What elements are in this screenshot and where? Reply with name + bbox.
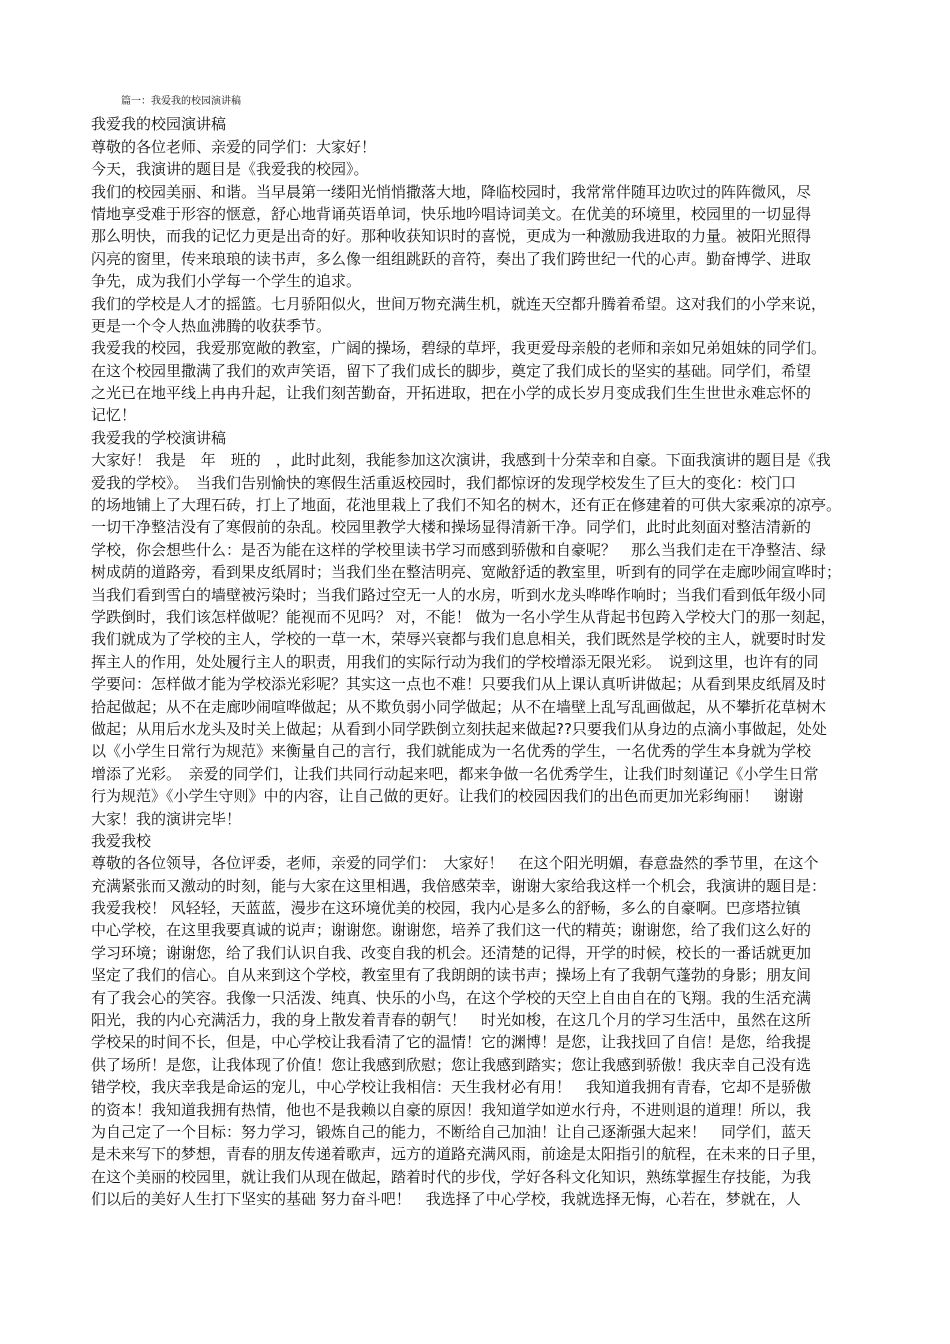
text-line: 行为规范》《小学生守则》中的内容，让自己做的更好。让我们的校园因我们的出色而更加光彩绚丽！ 谢谢 <box>91 787 804 806</box>
text-line: 们以后的美好人生打下坚实的基础 努力奋斗吧！ 我选择了中心学校，我就选择无悔，心若在，梦就在，人 <box>91 1190 801 1209</box>
text-line: 供了场所！是您，让我体现了价值！您让我感到欣慰；您让我感到踏实；您让我感到骄傲！我庆幸自己没有选 <box>91 1055 812 1074</box>
text-line: 我们的学校是人才的摇篮。七月骄阳似火，世间万物充满生机，就连天空都升腾着希望。这对我们的小学来说， <box>91 294 827 313</box>
text-line: 学校，你会想些什么：是否为能在这样的学校里读书学习而感到骄傲和自豪呢？ 那么当我们走在干净整洁、绿 <box>91 540 827 559</box>
text-line: 以《小学生日常行为规范》来衡量自己的言行，我们就能成为一名优秀的学生，一名优秀的学生本身就为学校 <box>91 742 812 761</box>
text-line: 为自己定了一个目标：努力学习，锻炼自己的能力，不断给自己加油！让自己逐渐强大起来！ 同学们，蓝天 <box>91 1122 812 1141</box>
text-line: 充满紧张而又激动的时刻，能与大家在这里相遇，我倍感荣幸，谢谢大家给我这样一个机会，我演讲的题目是： <box>91 876 827 895</box>
text-line: 中心学校，在这里我要真诚的说声；谢谢您。谢谢您，培养了我们这一代的精英；谢谢您，给了我们这么好的 <box>91 921 812 940</box>
text-line: 今天，我演讲的题目是《我爱我的校园》。 <box>91 160 369 179</box>
text-line: 在这个校园里撒满了我们的欢声笑语，留下了我们成长的脚步，奠定了我们成长的坚实的基础。同学们，希望 <box>91 361 812 380</box>
text-line: 我爱我的校园演讲稿 <box>91 115 227 134</box>
text-line: 增添了光彩。 亲爱的同学们，让我们共同行动起来吧，都来争做一名优秀学生，让我们时刻谨记《小学生日常 <box>91 764 819 783</box>
text-line: 学跌倒时，我们该怎样做呢？能视而不见吗？ 对，不能！ 做为一名小学生从背起书包跨入学校大门的那一刻起， <box>91 607 836 626</box>
text-line: 大家好！ 我是 年 班的 ，此时此刻，我能参加这次演讲，我感到十分荣幸和自豪。下面我演讲的题目是《我 <box>91 451 831 470</box>
text-line: 挥主人的作用，处处履行主人的职责，用我们的实际行动为我们的学校增添无限光彩。 说到这里，也许有的同 <box>91 652 819 671</box>
text-line: 那么明快，而我的记忆力更是出奇的好。那种收获知识时的喜悦，更成为一种激励我进取的力量。被阳光照得 <box>91 227 812 246</box>
text-line: 闪亮的窗里，传来琅琅的读书声，多么像一组组跳跃的音符，奏出了我们跨世纪一代的心声。勤奋博学、进取 <box>91 249 812 268</box>
text-line: 记忆！ <box>91 406 137 425</box>
text-line: 情地享受难于形容的惬意，舒心地背诵英语单词，快乐地吟唱诗词美文。在优美的环境里，校园里的一切显得 <box>91 204 812 223</box>
text-line: 的场地铺上了大理石砖，打上了地面，花池里栽上了我们不知名的树木，还有正在修建着的可供大家乘凉的凉亭。 <box>91 496 842 515</box>
text-line: 我爱我校 <box>91 831 152 850</box>
document-title: 篇一：我爱我的校园演讲稿 <box>121 96 241 107</box>
text-line: 一切干净整洁没有了寒假前的杂乱。校园里教学大楼和操场显得清新干净。同学们，此时此刻面对整洁清新的 <box>91 518 812 537</box>
text-line: 坚定了我们的信心。自从来到这个学校，教室里有了我朗朗的读书声；操场上有了我朝气蓬勃的身影；朋友间 <box>91 966 812 985</box>
document-body <box>91 91 874 1211</box>
text-line: 我们就成为了学校的主人，学校的一草一木，荣辱兴衰都与我们息息相关，我们既然是学校的主人，就要时时发 <box>91 630 827 649</box>
text-line: 尊敬的各位领导，各位评委，老师，亲爱的同学们： 大家好！ 在这个阳光明媚，春意盎然的季节里，在这个 <box>91 854 819 873</box>
text-line: 我爱我的校园，我爱那宽敞的教室，广阔的操场，碧绿的草坪，我更爱母亲般的老师和亲如兄弟姐妹的同学们。 <box>91 339 827 358</box>
text-line: 我爱我校！ 风轻轻，天蓝蓝，漫步在这环境优美的校园，我内心是多么的舒畅，多么的自豪啊。巴彦塔拉镇 <box>91 899 801 918</box>
text-line: 当我们看到雪白的墙壁被污染时；当我们路过空无一人的水房，听到水龙头哗哗作响时；当我们看到低年级小同 <box>91 585 827 604</box>
text-line: 大家！我的演讲完毕！ <box>91 809 242 828</box>
text-line: 尊敬的各位老师、亲爱的同学们：大家好！ <box>91 137 377 156</box>
text-line: 错学校，我庆幸我是命运的宠儿，中心学校让我相信：天生我材必有用！ 我知道我拥有青春，它却不是骄傲 <box>91 1078 812 1097</box>
text-line: 学校呆的时间不长，但是，中心学校让我看清了它的温情！它的渊博！是您，让我找回了自信！是您，给我提 <box>91 1033 812 1052</box>
text-line: 树成荫的道路旁，看到果皮纸屑时；当我们坐在整洁明亮、宽敞舒适的教室里，听到有的同学在走廊吵闹宣哗时； <box>91 563 842 582</box>
text-line: 在这个美丽的校园里，就让我们从现在做起，踏着时代的步伐，学好各科文化知识，熟练掌握生存技能，为我 <box>91 1167 812 1186</box>
text-line: 争先，成为我们小学每一个学生的追求。 <box>91 272 362 291</box>
text-line: 之光已在地平线上冉冉升起，让我们刻苦勤奋，开拓进取，把在小学的成长岁月变成我们生生世世永难忘怀的 <box>91 384 812 403</box>
text-line: 我爱我的学校演讲稿 <box>91 428 227 447</box>
text-line: 的资本！我知道我拥有热情，他也不是我赖以自豪的原因！我知道学如逆水行舟，不进则退的道理！所以，我 <box>91 1100 812 1119</box>
text-line: 做起；从用后水龙头及时关上做起；从看到小同学跌倒立刻扶起来做起??只要我们从身边的点滴小事做起，处处 <box>91 719 827 738</box>
text-line: 有了我会心的笑容。我像一只活泼、纯真、快乐的小鸟，在这个学校的天空上自由自在的飞翔。我的生活充满 <box>91 988 812 1007</box>
text-line: 我们的校园美丽、和谐。当早晨第一缕阳光悄悄撒落大地，降临校园时，我常常伴随耳边吹过的阵阵微风，尽 <box>91 182 812 201</box>
text-line: 爱我的学校》。 当我们告别愉快的寒假生活重返校园时，我们都惊讶的发现学校发生了巨大的变化：校门口 <box>91 473 797 492</box>
text-line: 更是一个令人热血沸腾的收获季节。 <box>91 316 332 335</box>
text-line: 阳光，我的内心充满活力，我的身上散发着青春的朝气！ 时光如梭，在这几个月的学习生活中，虽然在这所 <box>91 1011 812 1030</box>
text-line: 是未来写下的梦想，青春的朋友传递着歌声，远方的道路充满风雨，前途是太阳指引的航程，在未来的日子里， <box>91 1145 827 1164</box>
text-line: 学要问：怎样做才能为学校添光彩呢？其实这一点也不难！只要我们从上课认真听讲做起；从看到果皮纸屑及时 <box>91 675 827 694</box>
text-line: 拾起做起；从不在走廊吵闹喧哗做起；从不欺负弱小同学做起；从不在墙壁上乱写乱画做起，从不攀折花草树木 <box>91 697 827 716</box>
text-line: 学习环境；谢谢您，给了我们认识自我、改变自我的机会。还清楚的记得，开学的时候，校长的一番话就更加 <box>91 943 812 962</box>
